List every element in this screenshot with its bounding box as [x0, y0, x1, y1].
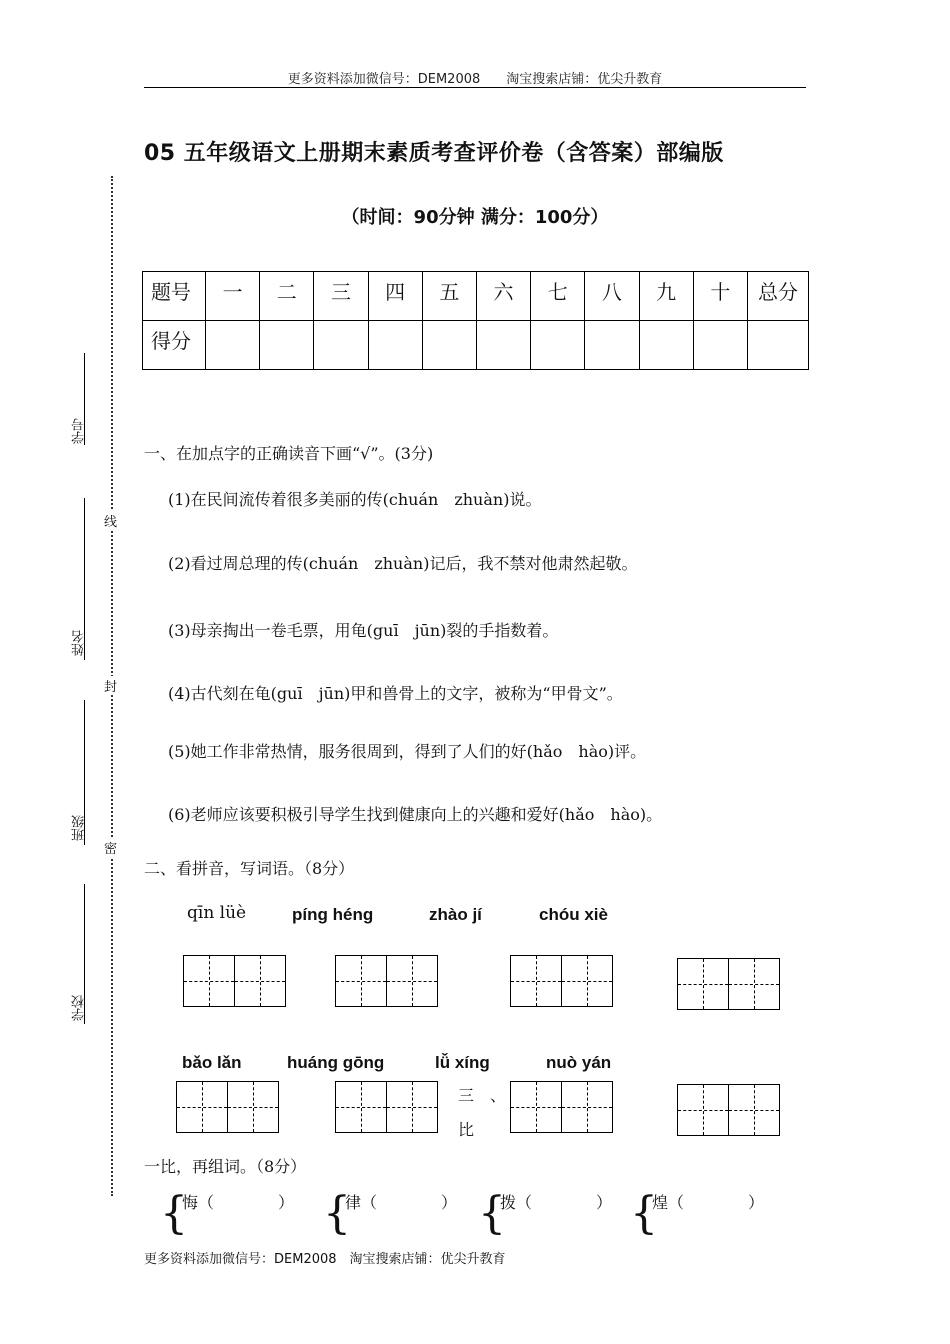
pinyin-label: qīn lüè [187, 903, 247, 923]
score-col-3: 三 [314, 272, 368, 321]
writing-grid[interactable] [335, 955, 438, 1007]
score-table [142, 271, 809, 370]
class-field[interactable] [84, 700, 85, 845]
score-cell[interactable] [314, 321, 368, 370]
name-field[interactable] [84, 498, 85, 660]
pinyin-label: zhào jí [429, 905, 482, 924]
score-cell[interactable] [476, 321, 530, 370]
seal-mark-mi: 密 [104, 838, 117, 857]
pinyin-label: huáng gōng [287, 1053, 385, 1072]
school-label: 学校 [72, 995, 87, 1021]
pinyin-label: píng héng [292, 905, 374, 924]
writing-grid[interactable] [677, 958, 780, 1010]
compare-item: 拨（ ） [500, 1193, 613, 1212]
score-col-10: 十 [693, 272, 747, 321]
brace-icon: { [323, 1188, 351, 1239]
score-col-6: 六 [476, 272, 530, 321]
student-id-label: 学号 [72, 418, 87, 444]
score-col-1: 一 [206, 272, 260, 321]
score-row-label: 得分 [143, 321, 206, 370]
pinyin-label: bǎo lǎn [182, 1053, 242, 1072]
brace-icon: { [160, 1188, 188, 1239]
writing-grid[interactable] [677, 1084, 780, 1136]
header-divider [144, 87, 806, 88]
pinyin-label: chóu xiè [539, 905, 608, 924]
compare-item: 律（ ） [345, 1193, 458, 1212]
score-cell[interactable] [422, 321, 476, 370]
writing-grid[interactable] [183, 955, 286, 1007]
score-col-total: 总分 [748, 272, 809, 321]
question-item: (2)看过周总理的传(chuán zhuàn)记后，我不禁对他肃然起敬。 [168, 554, 638, 573]
header-note: 更多资料添加微信号：DEM2008 淘宝搜索店铺：优尖升教育 [287, 72, 663, 87]
score-col-7: 七 [531, 272, 585, 321]
score-col-9: 九 [639, 272, 693, 321]
footer-note: 更多资料添加微信号：DEM2008 淘宝搜索店铺：优尖升教育 [144, 1252, 506, 1267]
name-label: 姓名 [72, 630, 87, 656]
score-col-4: 四 [368, 272, 422, 321]
score-cell[interactable] [260, 321, 314, 370]
score-cell[interactable] [531, 321, 585, 370]
compare-item: 悔（ ） [182, 1193, 295, 1212]
question-item: (1)在民间流传着很多美丽的传(chuán zhuàn)说。 [168, 490, 542, 509]
section-3-heading: 一比，再组词。（8分） [144, 1157, 307, 1176]
section-3-heading-part: 三 、 [458, 1086, 507, 1105]
score-col-5: 五 [422, 272, 476, 321]
score-table-score-row [143, 321, 809, 370]
score-table-header-row [143, 272, 809, 321]
brace-icon: { [630, 1188, 658, 1239]
student-id-field[interactable] [84, 353, 85, 445]
question-item: (5)她工作非常热情，服务很周到，得到了人们的好(hǎo hào)评。 [168, 742, 647, 761]
seal-mark-xian: 线 [104, 511, 117, 530]
score-cell[interactable] [693, 321, 747, 370]
score-col-2: 二 [260, 272, 314, 321]
score-cell[interactable] [585, 321, 639, 370]
writing-grid[interactable] [510, 955, 613, 1007]
page-subtitle: （时间：90分钟 满分：100分） [341, 207, 609, 228]
school-field[interactable] [84, 884, 85, 1024]
score-cell[interactable] [748, 321, 809, 370]
class-label: 班级 [72, 815, 87, 841]
score-cell[interactable] [368, 321, 422, 370]
question-item: (6)老师应该要积极引导学生找到健康向上的兴趣和爱好(hǎo hào)。 [168, 805, 663, 824]
score-col-8: 八 [585, 272, 639, 321]
writing-grid[interactable] [510, 1081, 613, 1133]
score-cell[interactable] [639, 321, 693, 370]
pinyin-label: lǚ xíng [435, 1053, 490, 1072]
section-2-heading: 二、看拼音，写词语。（8分） [144, 859, 355, 878]
writing-grid[interactable] [176, 1081, 279, 1133]
section-1-heading: 一、在加点字的正确读音下画“√”。(3分) [144, 444, 434, 463]
question-item: (3)母亲掏出一卷毛票，用龟(guī jūn)裂的手指数着。 [168, 621, 559, 640]
writing-grid[interactable] [335, 1081, 438, 1133]
seal-mark-feng: 封 [104, 676, 117, 695]
page-title: 05 五年级语文上册期末素质考查评价卷（含答案）部编版 [144, 141, 724, 166]
brace-icon: { [478, 1188, 506, 1239]
score-row-label: 题号 [143, 272, 206, 321]
score-cell[interactable] [206, 321, 260, 370]
question-item: (4)古代刻在龟(guī jūn)甲和兽骨上的文字，被称为“甲骨文”。 [168, 684, 623, 703]
section-3-heading-part: 比 [458, 1120, 475, 1139]
pinyin-label: nuò yán [546, 1053, 612, 1072]
compare-item: 煌（ ） [652, 1193, 765, 1212]
